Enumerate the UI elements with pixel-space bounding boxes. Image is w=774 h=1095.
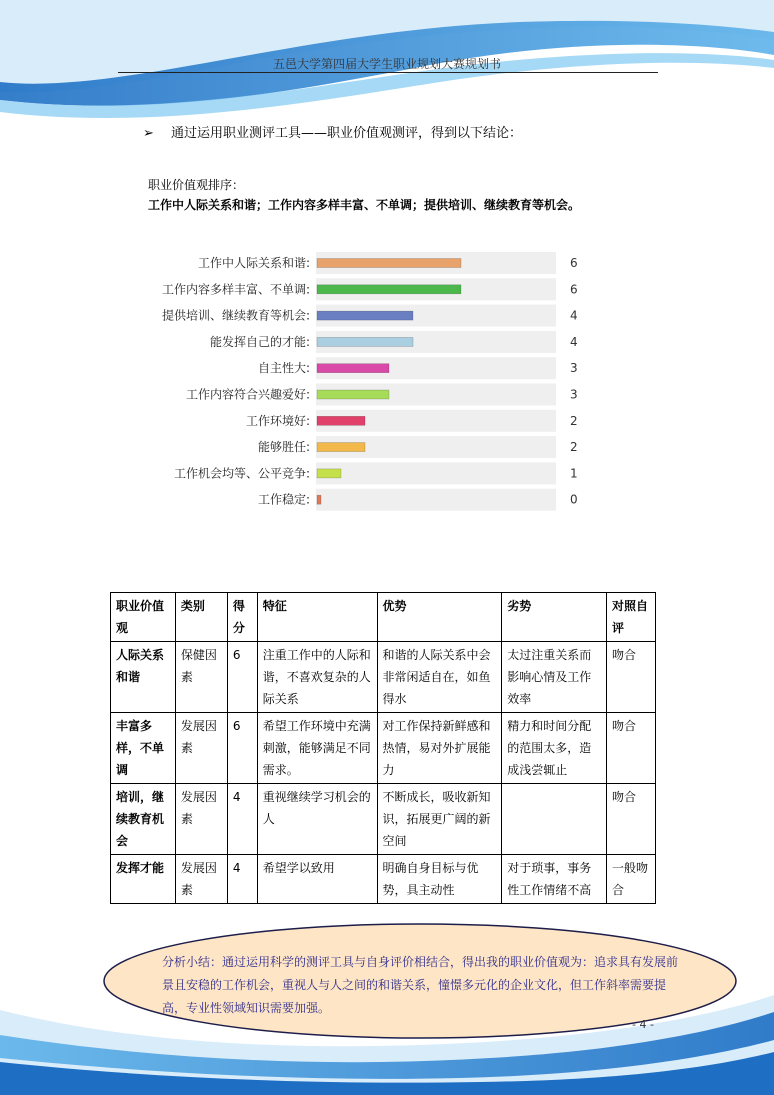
- conclusion-text: 通过运用职业测评工具——职业价值观测评，得到以下结论：: [171, 126, 523, 141]
- header-career-value: 职业价值观: [111, 593, 176, 642]
- cell-value: 人际关系和谐: [111, 642, 176, 713]
- value-label: 4: [570, 334, 578, 349]
- cell-disadvantage: [502, 784, 607, 855]
- category-label: 工作机会均等、公平竞争:: [173, 466, 310, 481]
- bar: [317, 416, 365, 425]
- category-label: 提供培训、继续教育等机会:: [161, 308, 310, 323]
- cell-disadvantage: 太过注重关系而影响心情及工作效率: [502, 642, 607, 713]
- bar-track: [316, 462, 556, 484]
- cell-advantage: 和谐的人际关系中会非常闲适自在，如鱼得水: [377, 642, 502, 713]
- header-self-assessment: 对照自评: [607, 593, 656, 642]
- cell-match: 一般吻合: [607, 855, 656, 904]
- conclusion-bullet: [143, 122, 522, 141]
- cell-value: 发挥才能: [111, 855, 176, 904]
- bar-track: [316, 489, 556, 511]
- value-label: 6: [570, 282, 578, 297]
- cell-advantage: 对工作保持新鲜感和热情，易对外扩展能力: [377, 713, 502, 784]
- category-label: 能够胜任:: [257, 440, 310, 455]
- cell-category: 保健因素: [175, 642, 227, 713]
- header-category: 类别: [175, 593, 227, 642]
- cell-match: 吻合: [607, 713, 656, 784]
- analysis-summary: 分析小结：通过运用科学的测评工具与自身评价相结合，得出我的职业价值观为：追求具有发展前景且安稳的工作机会，重视人与人之间的和谐关系，憧憬多元化的企业文化，但工作斜率需要提高，专业性领域知识需要加强。: [162, 955, 679, 1015]
- cell-feature: 希望工作环境中充满刺激，能够满足不同需求。: [257, 713, 377, 784]
- bar: [317, 364, 389, 373]
- category-label: 工作中人际关系和谐:: [197, 256, 310, 270]
- cell-disadvantage: 对于琐事，事务性工作情绪不高: [502, 855, 607, 904]
- ranking-label: 职业价值观排序：: [148, 178, 245, 192]
- cell-feature: 希望学以致用: [257, 855, 377, 904]
- value-label: 6: [570, 256, 578, 270]
- value-label: 0: [570, 492, 578, 507]
- table-row: [111, 642, 656, 713]
- header-advantage: 优势: [377, 593, 502, 642]
- value-label: 2: [570, 413, 578, 428]
- bar: [317, 495, 321, 504]
- ranking-text: 工作中人际关系和谐；工作内容多样丰富、不单调；提供培训、继续教育等机会。: [148, 198, 581, 212]
- table-row: [111, 855, 656, 904]
- header-disadvantage: 劣势: [502, 593, 607, 642]
- arrow-bullet-icon: ➢: [143, 126, 154, 141]
- career-values-chart: [140, 245, 600, 515]
- table-row: [111, 713, 656, 784]
- header-divider: [118, 72, 658, 73]
- header-score: 得分: [227, 593, 257, 642]
- bar: [317, 443, 365, 452]
- category-label: 自主性大:: [257, 361, 310, 376]
- cell-disadvantage: 精力和时间分配的范围太多，造成浅尝辄止: [502, 713, 607, 784]
- bar: [317, 337, 413, 346]
- category-label: 能发挥自己的才能:: [209, 334, 310, 349]
- table-row: [111, 784, 656, 855]
- value-label: 3: [570, 361, 578, 376]
- cell-advantage: 不断成长，吸收新知识，拓展更广阔的新空间: [377, 784, 502, 855]
- bar: [317, 390, 389, 399]
- category-label: 工作环境好:: [245, 413, 310, 428]
- cell-category: 发展因素: [175, 784, 227, 855]
- cell-match: 吻合: [607, 784, 656, 855]
- cell-match: 吻合: [607, 642, 656, 713]
- cell-score: 6: [227, 713, 257, 784]
- category-label: 工作稳定:: [257, 492, 310, 507]
- cell-advantage: 明确自身目标与优势，具主动性: [377, 855, 502, 904]
- bar: [317, 311, 413, 320]
- cell-feature: 注重工作中的人际和谐，不喜欢复杂的人际关系: [257, 642, 377, 713]
- header-feature: 特征: [257, 593, 377, 642]
- bar: [317, 285, 461, 294]
- value-label: 2: [570, 440, 578, 455]
- cell-value: 培训，继续教育机会: [111, 784, 176, 855]
- cell-score: 6: [227, 642, 257, 713]
- page-number: - 4 -: [632, 1018, 654, 1031]
- bar: [317, 469, 341, 478]
- cell-value: 丰富多样，不单调: [111, 713, 176, 784]
- value-label: 1: [570, 466, 578, 481]
- bar: [317, 259, 461, 268]
- cell-score: 4: [227, 784, 257, 855]
- cell-category: 发展因素: [175, 855, 227, 904]
- cell-category: 发展因素: [175, 713, 227, 784]
- value-label: 3: [570, 387, 578, 402]
- cell-feature: 重视继续学习机会的人: [257, 784, 377, 855]
- document-header-title: 五邑大学第四届大学生职业规划大赛规划书: [272, 57, 501, 71]
- table-header-row: [111, 593, 656, 642]
- value-label: 4: [570, 308, 578, 323]
- career-values-table: [110, 592, 656, 904]
- category-label: 工作内容多样丰富、不单调:: [161, 282, 310, 297]
- category-label: 工作内容符合兴趣爱好:: [185, 387, 310, 402]
- cell-score: 4: [227, 855, 257, 904]
